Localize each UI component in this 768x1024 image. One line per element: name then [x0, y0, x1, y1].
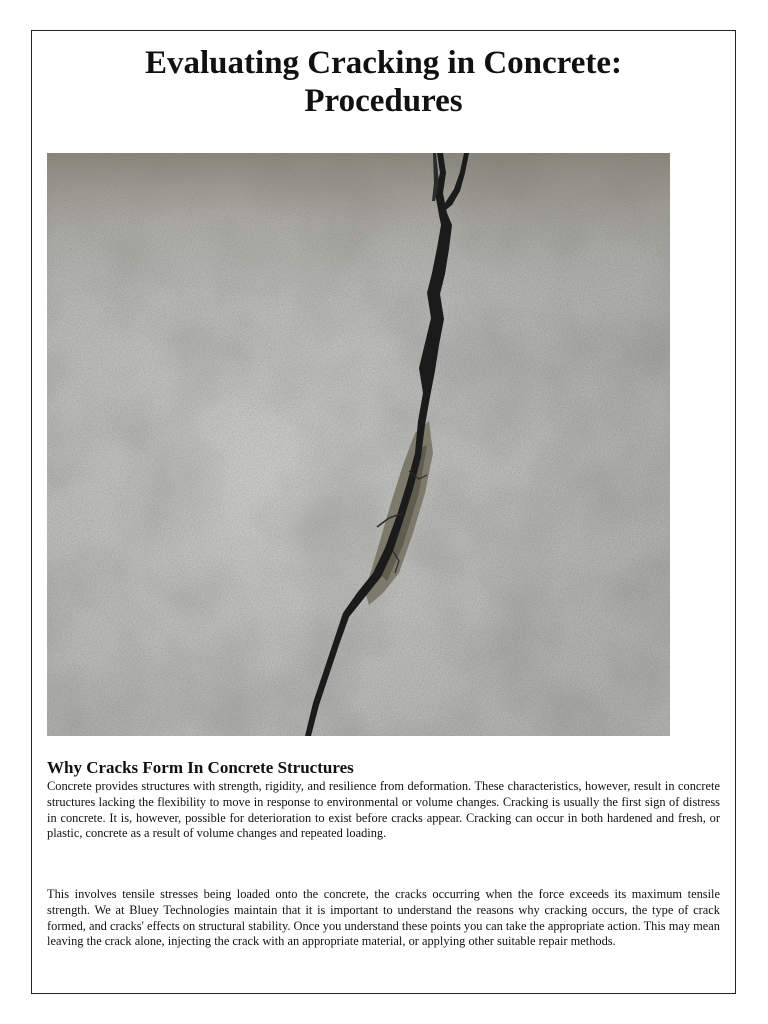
title-line-2: Procedures	[304, 83, 463, 119]
body-paragraph-1: Concrete provides structures with strength, rigidity, and resilience from deformation. These characteristics, however, result in concrete structures lacking the flexibility to move in response to environmental or volume changes. Cracking is usually the first sign of distress in concrete. It is, however, possible for deterioration to exist before cracks appear. Cracking can occur in both hardened and fresh, or plastic, concrete as a result of volume changes and repeated loading.	[47, 779, 720, 841]
body-paragraph-2: This involves tensile stresses being loaded onto the concrete, the cracks occurring when the force exceeds its maximum tensile strength. We at Bluey Technologies maintain that it is important to understand the reasons why cracking occurs, the type of crack formed, and cracks' effects on structural stability. Once you understand these points you can take the appropriate action. This may mean leaving the crack alone, injecting the crack with an appropriate material, or applying other suitable repair methods.	[47, 887, 720, 949]
section-heading: Why Cracks Form In Concrete Structures	[47, 758, 354, 777]
page-title	[31, 44, 736, 120]
concrete-crack-photo	[47, 153, 670, 736]
title-line-1: Evaluating Cracking in Concrete:	[145, 45, 622, 81]
